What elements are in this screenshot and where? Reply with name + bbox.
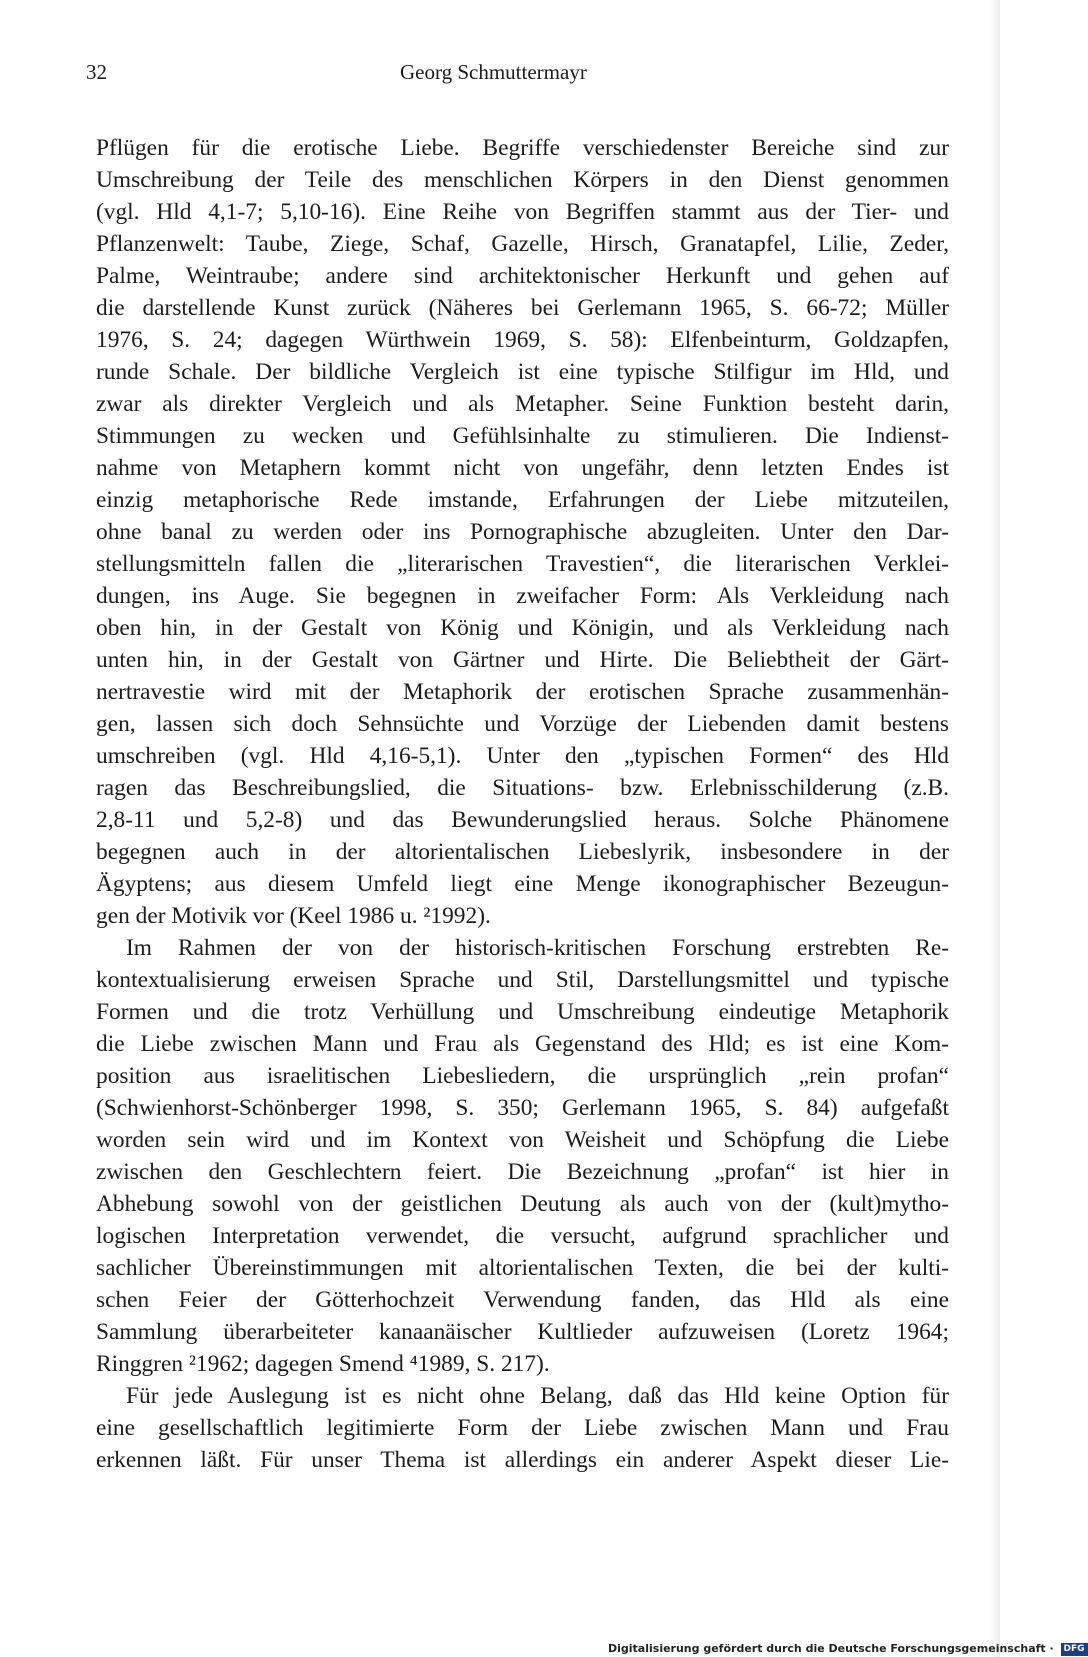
text-line: gen, lassen sich doch Sehnsüchte und Vorzüge der Liebenden damit bestens (96, 711, 949, 737)
text-line: Formen und die trotz Verhüllung und Umschreibung eindeutige Metaphorik (96, 999, 949, 1025)
text-line-paragraph-end: Ringgren ²1962; dagegen Smend ⁴1989, S. 217). (96, 1351, 550, 1377)
text-line: Abhebung sowohl von der geistlichen Deutung als auch von der (kult)mytho- (96, 1191, 949, 1217)
text-line: nahme von Metaphern kommt nicht von ungefähr, denn letzten Endes ist (96, 455, 949, 481)
text-line: ohne banal zu werden oder ins Pornographische abzugleiten. Unter den Dar- (96, 519, 949, 545)
text-line: zwar als direkter Vergleich und als Metapher. Seine Funktion besteht darin, (96, 391, 949, 417)
text-line-paragraph-start: Für jede Auslegung ist es nicht ohne Belang, daß das Hld keine Option für (126, 1383, 949, 1409)
running-head (86, 60, 950, 90)
text-line: 2,8-11 und 5,2-8) und das Bewunderungslied heraus. Solche Phänomene (96, 807, 949, 833)
text-line: schen Feier der Götterhochzeit Verwendung fanden, das Hld als eine (96, 1287, 949, 1313)
text-line: 1976, S. 24; dagegen Würthwein 1969, S. 58): Elfenbeinturm, Goldzapfen, (96, 327, 949, 353)
text-line: Pflügen für die erotische Liebe. Begriffe verschiedenster Bereiche sind zur (96, 135, 949, 161)
text-line: Palme, Weintraube; andere sind architektonischer Herkunft und gehen auf (96, 263, 949, 289)
text-line: worden sein wird und im Kontext von Weisheit und Schöpfung die Liebe (96, 1127, 949, 1153)
text-line: ragen das Beschreibungslied, die Situations- bzw. Erlebnisschilderung (z.B. (96, 775, 949, 801)
text-line: sachlicher Übereinstimmungen mit altorientalischen Texten, die bei der kulti- (96, 1255, 949, 1281)
page-edge-shadow (990, 0, 1000, 1657)
digitization-credit (608, 1640, 1088, 1657)
credit-text: Digitalisierung gefördert durch die Deutsche Forschungsgemeinschaft · (608, 1642, 1054, 1655)
text-line: einzig metaphorische Rede imstande, Erfahrungen der Liebe mitzuteilen, (96, 487, 949, 513)
body-text (96, 132, 949, 1476)
text-line: die darstellende Kunst zurück (Näheres bei Gerlemann 1965, S. 66-72; Müller (96, 295, 949, 321)
text-line: dungen, ins Auge. Sie begegnen in zweifacher Form: Als Verkleidung nach (96, 583, 949, 609)
header-author: Georg Schmuttermayr (400, 60, 587, 84)
text-line: position aus israelitischen Liebesliedern, die ursprünglich „rein profan“ (96, 1063, 949, 1089)
text-line: erkennen läßt. Für unser Thema ist allerdings ein anderer Aspekt dieser Lie- (96, 1447, 949, 1473)
text-line: runde Schale. Der bildliche Vergleich ist eine typische Stilfigur im Hld, und (96, 359, 949, 385)
text-line: Umschreibung der Teile des menschlichen Körpers in den Dienst genommen (96, 167, 949, 193)
text-line: stellungsmitteln fallen die „literarischen Travestien“, die literarischen Verklei- (96, 551, 949, 577)
text-line: Stimmungen zu wecken und Gefühlsinhalte zu stimulieren. Die Indienst- (96, 423, 949, 449)
text-line: kontextualisierung erweisen Sprache und Stil, Darstellungsmittel und typische (96, 967, 949, 993)
text-line: begegnen auch in der altorientalischen Liebeslyrik, insbesondere in der (96, 839, 949, 865)
page-number: 32 (86, 60, 107, 84)
text-line: Pflanzenwelt: Taube, Ziege, Schaf, Gazelle, Hirsch, Granatapfel, Lilie, Zeder, (96, 231, 949, 257)
text-line-paragraph-end: gen der Motivik vor (Keel 1986 u. ²1992). (96, 903, 491, 929)
text-line: unten hin, in der Gestalt von Gärtner und Hirte. Die Beliebtheit der Gärt- (96, 647, 949, 673)
text-line: Sammlung überarbeiteter kanaanäischer Kultlieder aufzuweisen (Loretz 1964; (96, 1319, 949, 1345)
text-line-paragraph-start: Im Rahmen der von der historisch-kritischen Forschung erstrebten Re- (126, 935, 949, 961)
text-line: zwischen den Geschlechtern feiert. Die Bezeichnung „profan“ ist hier in (96, 1159, 949, 1185)
text-line: oben hin, in der Gestalt von König und Königin, und als Verkleidung nach (96, 615, 949, 641)
text-line: die Liebe zwischen Mann und Frau als Gegenstand des Hld; es ist eine Kom- (96, 1031, 949, 1057)
text-line: logischen Interpretation verwendet, die versucht, aufgrund sprachlicher und (96, 1223, 949, 1249)
text-line: (Schwienhorst-Schönberger 1998, S. 350; Gerlemann 1965, S. 84) aufgefaßt (96, 1095, 949, 1121)
text-line: nertravestie wird mit der Metaphorik der erotischen Sprache zusammenhän- (96, 679, 949, 705)
text-line: Ägyptens; aus diesem Umfeld liegt eine Menge ikonographischer Bezeugun- (96, 871, 949, 897)
dfg-logo: DFG (1061, 1643, 1088, 1656)
text-line: eine gesellschaftlich legitimierte Form der Liebe zwischen Mann und Frau (96, 1415, 949, 1441)
text-line: umschreiben (vgl. Hld 4,16-5,1). Unter den „typischen Formen“ des Hld (96, 743, 949, 769)
text-line: (vgl. Hld 4,1-7; 5,10-16). Eine Reihe von Begriffen stammt aus der Tier- und (96, 199, 949, 225)
